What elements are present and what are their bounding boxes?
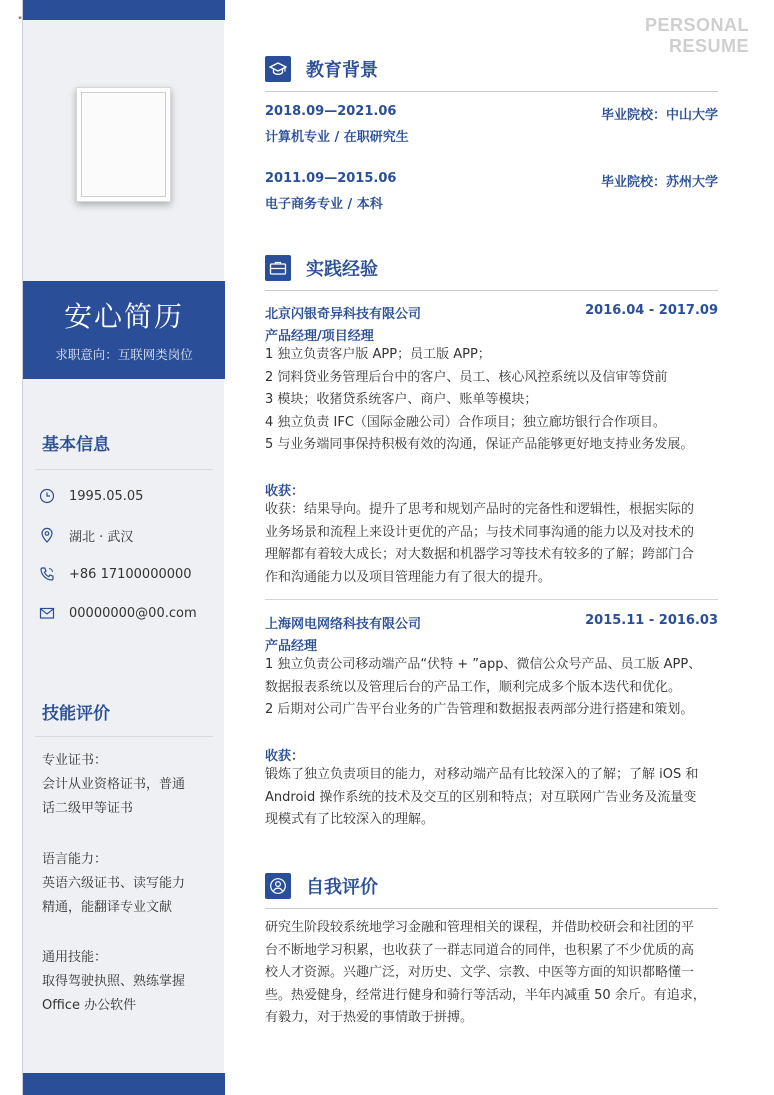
skills-divider <box>35 736 213 737</box>
job-company: 上海网电网络科技有限公司 <box>265 617 422 632</box>
skill-certificates <box>42 749 212 821</box>
job-duties <box>265 344 723 457</box>
self-eval-line: 些。热爱健身，经常进行健身和骑行等活动，半年内减重 50 余斤。有追求， <box>265 987 706 1003</box>
job-duties <box>265 654 723 722</box>
edu-major: 计算机专业 / 在职研究生 <box>265 130 409 145</box>
duty-line: 5 与业务端同事保持积极有效的沟通，保证产品能够更好地支持业务发展。 <box>265 437 694 452</box>
skill-line: 会计从业资格证书，普通 <box>42 777 186 792</box>
gain-label: 收获： <box>265 484 305 499</box>
location-text: 湖北 · 武汉 <box>69 529 134 545</box>
duty-line: 3 模块；收猪贷系统客户、商户、账单等模块； <box>265 392 538 407</box>
job-divider <box>265 599 718 600</box>
job-role: 产品经理 <box>265 639 318 654</box>
info-phone <box>39 564 192 584</box>
gain-line: 收获：结果导向。提升了思考和规划产品时的完备性和逻辑性，根据实际的 <box>265 502 695 517</box>
education-heading: 教育背景 <box>306 60 378 81</box>
duty-line: 1 独立负责公司移动端产品“伏特 + ”app、微信公众号产品、员工版 APP、 <box>265 657 702 672</box>
mail-icon <box>39 605 55 621</box>
skill-language <box>42 848 212 920</box>
phone-icon <box>39 566 55 582</box>
sidebar-top-bar <box>23 0 225 20</box>
gain-label: 收获： <box>265 749 305 764</box>
education-divider <box>265 91 718 92</box>
gain-line: Android 操作系统的技术及交互的区别和特点；对互联网广告业务及流量变 <box>265 789 697 805</box>
skill-line: 英语六级证书、读写能力 <box>42 876 186 891</box>
watermark-line-resume: RESUME <box>668 36 749 56</box>
clock-icon <box>39 488 55 504</box>
name-banner <box>23 281 225 379</box>
job-period: 2015.11 - 2016.03 <box>585 613 718 628</box>
experience-heading: 实践经验 <box>306 259 378 280</box>
edu-school: 毕业院校：中山大学 <box>600 108 718 123</box>
skill-line: 取得驾驶执照、熟练掌握 <box>42 974 186 989</box>
birthdate-text: 1995.05.05 <box>69 488 144 504</box>
duty-line: 2 饲料贷业务管理后台中的客户、员工、核心风控系统以及信审等贷前 <box>265 369 668 385</box>
self-eval-divider <box>265 908 718 909</box>
edu-period: 2011.09—2015.06 <box>265 171 397 186</box>
briefcase-icon <box>265 255 291 281</box>
sidebar-bottom-bar <box>23 1073 225 1095</box>
gain-line: 现模式有了比较深入的理解。 <box>265 812 435 827</box>
skills-heading: 技能评价 <box>42 704 110 724</box>
gain-line: 理解都有着较大成长；对大数据和机器学习等技术有较多的了解；跨部门合 <box>265 547 695 562</box>
duty-line: 4 独立负责 IFC（国际金融公司）合作项目；独立廊坊银行合作项目。 <box>265 414 666 430</box>
edu-period: 2018.09—2021.06 <box>265 104 397 119</box>
sidebar <box>22 0 224 1095</box>
info-birthdate <box>39 486 143 506</box>
job-gain <box>265 499 723 589</box>
edu-major: 电子商务专业 / 本科 <box>265 197 383 212</box>
profile-photo-frame <box>76 87 171 202</box>
graduation-cap-icon <box>265 56 291 82</box>
basic-info-heading: 基本信息 <box>42 435 110 455</box>
skill-line: 话二级甲等证书 <box>42 801 134 816</box>
skill-line: 精通，能翻译专业文献 <box>42 900 173 915</box>
photo-placeholder <box>81 92 166 197</box>
self-eval-line: 研究生阶段较系统地学习金融和管理相关的课程，并借助校研会和社团的平 <box>265 920 695 935</box>
duty-line: 数据报表系统以及管理后台的产品工作，顺利完成多个版本迭代和优化。 <box>265 679 682 695</box>
job-intent: 求职意向：互联网类岗位 <box>55 347 193 362</box>
resume-name: 安心简历 <box>63 300 184 333</box>
location-pin-icon <box>39 527 55 543</box>
self-eval-text <box>265 917 723 1030</box>
skill-label: 语言能力： <box>42 852 108 867</box>
edu-school: 毕业院校：苏州大学 <box>600 175 718 190</box>
job-company: 北京闪银奇异科技有限公司 <box>265 307 422 322</box>
duty-line: 2 后期对公司广告平台业务的广告管理和数据报表两部分进行搭建和策划。 <box>265 702 694 717</box>
info-location <box>39 525 133 545</box>
phone-text: +86 17100000000 <box>69 566 192 582</box>
gain-line: 作和沟通能力以及项目管理能力有了很大的提升。 <box>265 569 552 585</box>
basic-info-divider <box>35 469 213 470</box>
skill-label: 通用技能： <box>42 950 108 965</box>
user-icon <box>265 873 291 899</box>
decorative-mark: " <box>18 16 23 26</box>
skill-label: 专业证书： <box>42 753 108 768</box>
experience-divider <box>265 290 718 291</box>
job-role: 产品经理/项目经理 <box>265 329 374 344</box>
self-eval-line: 台不断地学习积累，也收获了一群志同道合的同伴，也积累了不少优质的高 <box>265 942 695 958</box>
info-email <box>39 603 197 623</box>
watermark-line-personal: PERSONAL <box>644 15 749 35</box>
job-period: 2016.04 - 2017.09 <box>585 303 718 318</box>
self-eval-heading: 自我评价 <box>306 877 378 898</box>
self-eval-line: 校人才资源。兴趣广泛，对历史、文学、宗教、中医等方面的知识都略懂一 <box>265 965 695 980</box>
duty-line: 1 独立负责客户版 APP；员工版 APP； <box>265 347 491 362</box>
gain-line: 业务场景和流程上来设计更优的产品；与技术同事沟通的能力以及对技术的 <box>265 524 695 540</box>
email-text: 00000000@00.com <box>69 605 197 621</box>
self-eval-line: 有毅力，对于热爱的事情敢于拼搏。 <box>265 1010 474 1025</box>
job-gain <box>265 764 723 832</box>
personal-resume-watermark <box>645 15 749 57</box>
gain-line: 锻炼了独立负责项目的能力，对移动端产品有比较深入的了解；了解 iOS 和 <box>265 767 699 782</box>
skill-line: Office 办公软件 <box>42 998 137 1013</box>
skill-general <box>42 946 212 1018</box>
